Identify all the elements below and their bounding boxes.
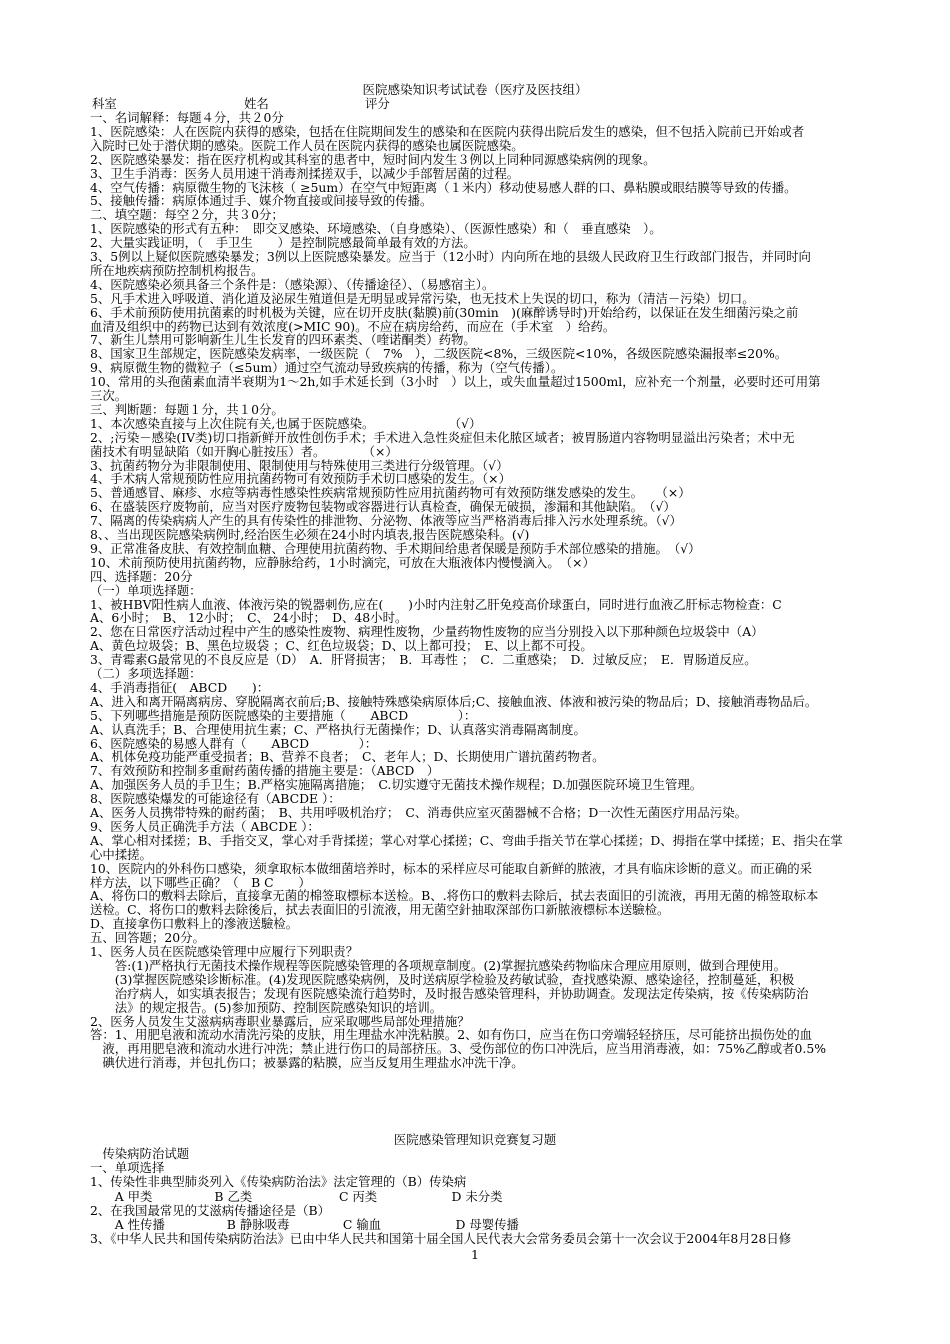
text-line: A、将伤口的敷料去除后，直接拿无菌的棉签取標标本送检。B、.将伤口的敷料去除后，拭去表面旧的引流液，再用无菌的棉签取标本 (90, 888, 819, 904)
text-line: 2、医院感染暴发：指在医疗机构或其科室的患者中，短时间内发生３例以上同种同源感染病例的现象。 (90, 151, 656, 167)
text-line: 10、术前预防使用抗菌药物，应静脉给药，1小时滴完，可放在大瓶液体内慢慢滴入。 （×） (90, 554, 595, 570)
text-line: 传染病防治试题 (90, 1146, 190, 1161)
text-line: 液，再用肥皂液和流动水进行冲洗；禁止进行伤口的局部挤压。3、受伤部位的伤口冲洗后，应当用消毒液，如：75%乙醇或者0.5% (90, 1041, 826, 1057)
text-line: 1、本次感染直接与上次住院有关,也属于医院感染。 （√） (90, 415, 482, 431)
text-line: 9、病原微生物的微粒子（≤5um）通过空气流动导致疾病的传播，称为（空气传播）。 (90, 360, 564, 376)
text-line: 所在地疾病预防控制机构报告。 (90, 262, 264, 278)
text-line: 7、隔离的传染病病人产生的具有传染性的排泄物、分泌物、体液等应当严格消毒后排入污水处理系统。（√） (90, 513, 682, 529)
text-line: A、掌心相对揉搓；B、手指交叉，掌心对手背揉搓；掌心对掌心揉搓；C、弯曲手指关节在掌心揉搓；D、拇指在掌中揉搓；E、指尖在掌 (90, 832, 843, 848)
text-line: 2、您在日常医疗活动过程中产生的感染性废物、病理性废物，少量药物性废物的应当分别投入以下那种颜色垃圾袋中（A） (90, 624, 764, 640)
text-line: 入院时已处于潜伏期的感染。医院工作人员在医院内获得的感染也属医院感染。 (90, 137, 524, 153)
text-line: 碘伏进行消毒，并包扎伤口；被暴露的粘膜，应当反复用生理盐水冲洗干净。 (90, 1055, 524, 1071)
text-line: 2、在我国最常见的艾滋病传播途径是（B） (90, 1202, 331, 1218)
text-line: 4、手消毒指征( ABCD )： (90, 679, 270, 695)
text-line: A、6小时； B、 12小时； C、 24小时； D、48小时。 (90, 610, 408, 626)
text-line: 5、下列哪些措施是预防医院感染的主要措施（ ABCD ）： (90, 707, 477, 723)
text-line: 答：1、用肥皂液和流动水清洗污染的皮肤，用生理盐水冲洗粘膜。2、如有伤口，应当在伤口旁端轻轻挤压，尽可能挤出损伤处的血 (90, 1027, 813, 1043)
text-line: 四、选择题：20分 (90, 568, 193, 584)
text-line: 一、单项选择 (90, 1160, 165, 1176)
text-line: 血清及组织中的药物已达到有效浓度(>MIC 90)。不应在病房给药，而应在（手术室 ）给药。 (90, 318, 616, 334)
text-line: 心中揉搓。 (90, 846, 152, 862)
department-label: 科室 (92, 96, 117, 111)
text-line: 1、医院感染的形式有五种： 即交叉感染、环境感染、（自身感染）、（医源性感染）和（ 垂直感染 ）。 (90, 221, 662, 237)
text-line: (3)掌握医院感染诊断标准。(4)发现医院感染病例，及时送病原学检验及药敏试验，查找感染源、感染途径，控制蔓延，积极 (90, 971, 795, 987)
text-line: 9、医务人员正确洗手方法（ ABCDE ）： (90, 818, 320, 834)
text-line: 2、;污染－感染(IV类)切口指新鲜开放性创伤手术；手术进入急性炎症但未化脓区域者；被胃肠道内容物明显溢出污染者；术中无 (90, 429, 795, 445)
text-line: 3、《中华人民共和国传染病防治法》已由中华人民共和国第十届全国人民代表大会常务委员会第十一次会议于2004年8月28日修 (90, 1231, 792, 1247)
review-title: 医院感染管理知识竞赛复习题 (393, 1132, 557, 1147)
text-line: A 性传播 B 静脉吸毒 C 输血 D 母婴传播 (90, 1217, 519, 1232)
text-line: 10、医院内的外科伤口感染，须拿取标本做细菌培养时，标本的采样应尽可能取自新鲜的脓液，才具有临床诊断的意义。而正确的采 (90, 860, 813, 876)
text-line: 三、判断题：每题１分，共１0分。 (90, 401, 284, 417)
text-line: 4、手术病人常规预防性应用抗菌药物可有效预防手术切口感染的发生。（×） (90, 471, 511, 487)
text-line: A、加强医务人员的手卫生；B.严格实施隔离措施； C.切实遵守无菌技术操作规程；D.加强医院环境卫生管理。 (90, 777, 703, 793)
text-line: 7、有效预防和控制多重耐药菌传播的措施主要是：（ABCD ） (90, 763, 440, 779)
name-label: 姓名 (244, 96, 269, 111)
exam-title: 医院感染知识考试试卷（医疗及医技组） (362, 82, 588, 97)
text-line: 4、空气传播：病原微生物的飞沫核（ ≥5um）在空气中短距离（１米内）移动使易感人群的口、鼻粘膜或眼结膜等导致的传播。 (90, 179, 797, 195)
text-line: 7、新生儿禁用可影响新生儿生长发育的四环素类、（喹诺酮类）药物。 (90, 332, 476, 348)
text-line: 治疗病人，如实填表报告；发现有医院感染流行趋势时，及时报告感染管理科，并协助调查。发现法定传染病，按《传染病防治 (90, 985, 809, 1001)
text-line: 8、、当出现医院感染病例时,经治医生必须在24小时内填表,报告医院感染科。(√) (90, 527, 530, 542)
text-line: 6、在盛装医疗废物前，应当对医疗废物包装物或容器进行认真检查，确保无破损，渗漏和其他缺陷。 （√） (90, 499, 676, 515)
text-line: A、机体免疫功能严重受损者；B、营养不良者； C、老年人；D、长期使用广谱抗菌药物者。 (90, 749, 605, 765)
text-line: A 甲类 B 乙类 C 丙类 D 未分类 (90, 1188, 503, 1204)
text-line: A、黄色垃圾袋；B、黑色垃圾袋 ；C、红色垃圾袋；D、以上都可投； E、以上都不可投。 (90, 638, 593, 654)
text-line: 二、填空题：每空２分，共３0分； (90, 207, 284, 223)
text-line: A、进入和离开隔离病房、穿脱隔离衣前后;B、接触特殊感染病原体后;C、接触血液、体液和被污染的物品后；D、接触消毒物品后。 (90, 693, 818, 709)
text-line: 9、正常准备皮肤、有效控制血糖、合理使用抗菌药物、手术期间给患者保暖是预防手术部位感染的措施。 （√） (90, 540, 701, 556)
text-line: D、直接拿伤口敷料上的滲液送驗检。 (90, 916, 299, 932)
text-line: A、认真洗手；B、合理使用抗生素；C、严格执行无菌操作；D、认真落实消毒隔离制度。 (90, 721, 586, 737)
text-line: （一）单项选择题： (90, 582, 202, 598)
text-line: 3、卫生手消毒：医务人员用速干消毒剂揉搓双手，以减少手部暂居菌的过程。 (90, 165, 520, 181)
text-line: 法》的规定报告。(5)参加预防、控制医院感染知识的培训。 (90, 999, 443, 1015)
text-line: 五、回答题；20分。 (90, 930, 205, 946)
text-line: 6、手术前预防使用抗菌素的时机极为关键，应在切开皮肤(黏膜)前(30min )(麻醉诱导时)开始给药，以保证在发生细菌污染之前 (90, 304, 799, 320)
text-line: （二）多项选择题： (90, 666, 202, 681)
text-line: 2、医务人员发生艾滋病病毒职业暴露后，应采取哪些局部处理措施？ (90, 1013, 470, 1029)
text-line: 1、医院感染：人在医院内获得的感染，包括在住院期间发生的感染和在医院内获得出院后发生的感染，但不包括入院前已开始或者 (90, 123, 805, 139)
text-line: 6、医院感染的易感人群有（ ABCD ）： (90, 735, 378, 751)
text-line: 样方法，以下哪些正确？（ B C ） (90, 874, 311, 890)
text-line: 5、凡手术进入呼吸道、消化道及泌尿生殖道但是无明显或异常污染，也无技术上失误的切口，称为（清洁－污染）切口。 (90, 290, 755, 306)
text-line: 8、国家卫生部规定，医院感染发病率，一级医院（ 7% ），二级医院<8%，三级医院<10%，各级医院感染漏报率≤20%。 (90, 346, 788, 362)
text-line: 1、被HBV阳性病人血液、体液污染的锐器刺伤,应在( )小时内注射乙肝免疫高价球蛋白，同时进行血液乙肝标志物检查：C (90, 596, 782, 612)
text-line: 三次。 (90, 388, 128, 403)
text-line: 3、青霉素G最常见的不良反应是（D） A．肝肾损害； B．耳毒性 ； C．二重感染； D．过敏反应； E．胃肠道反应。 (90, 652, 757, 668)
text-line: 答:(1)严格执行无菌技术操作规程等医院感染管理的各项规章制度。(2)掌握抗感染药物临床合理应用原则，做到合理使用。 (90, 957, 786, 973)
text-line: 1、医务人员在医院感染管理中应履行下列职责？ (90, 944, 359, 959)
text-line: 1、传染性非典型肺炎列入《传染病防治法》法定管理的（B）传染病 (90, 1174, 467, 1190)
text-line: 5、普通感冒、麻疹、水痘等病毒性感染性疾病常规预防性应用抗菌药物可有效预防继发感染的发生。 （×） (90, 485, 691, 501)
text-line: 一、名词解释：每题４分，共２0分 (90, 110, 284, 125)
text-line: 送检。C、将伤口的敷料去除後后，拭去表面旧的引流液，用无菌空針抽取深部伤口新脓液標标本送驗检。 (90, 902, 670, 918)
text-line: 2、大量实践证明，（ 手卫生 ）是控制院感最简单最有效的方法。 (90, 235, 476, 251)
page-number: 1 (471, 1247, 479, 1262)
text-line: 4、医院感染必须具备三个条件是：（感染源）、（传播途径）、（易感宿主）。 (90, 276, 495, 292)
text-line: 3、5例以上疑似医院感染暴发；3例以上医院感染暴发。应当于（12小时）内向所在地的县级人民政府卫生行政部门报告，并同时向 (90, 249, 811, 264)
text-line: A、医务人员携带特殊的耐药菌； B、共用呼吸机治疗； C、消毒供应室灭菌器械不合格；D一次性无菌医疗用品污染。 (90, 805, 747, 820)
text-line: 菌技术有明显缺陷（如开胸心脏按压）者。 （×） (90, 443, 398, 459)
text-line: 3、抗菌药物分为非限制使用、限制使用与特殊使用三类进行分级管理。（√） (90, 457, 509, 473)
text-line: 8、医院感染爆发的可能途径有（ABCDE ）： (90, 791, 341, 807)
text-line: 10、常用的头孢菌素血清半衰期为1～2h,如手术延长到（3小时 ）以上，或失血量超过1500ml，应补充一个剂量，必要时还可用第 (90, 374, 821, 390)
score-label: 评分 (365, 96, 390, 111)
text-line: 5、接触传播：病原体通过手、媒介物直接或间接导致的传播。 (90, 193, 433, 209)
